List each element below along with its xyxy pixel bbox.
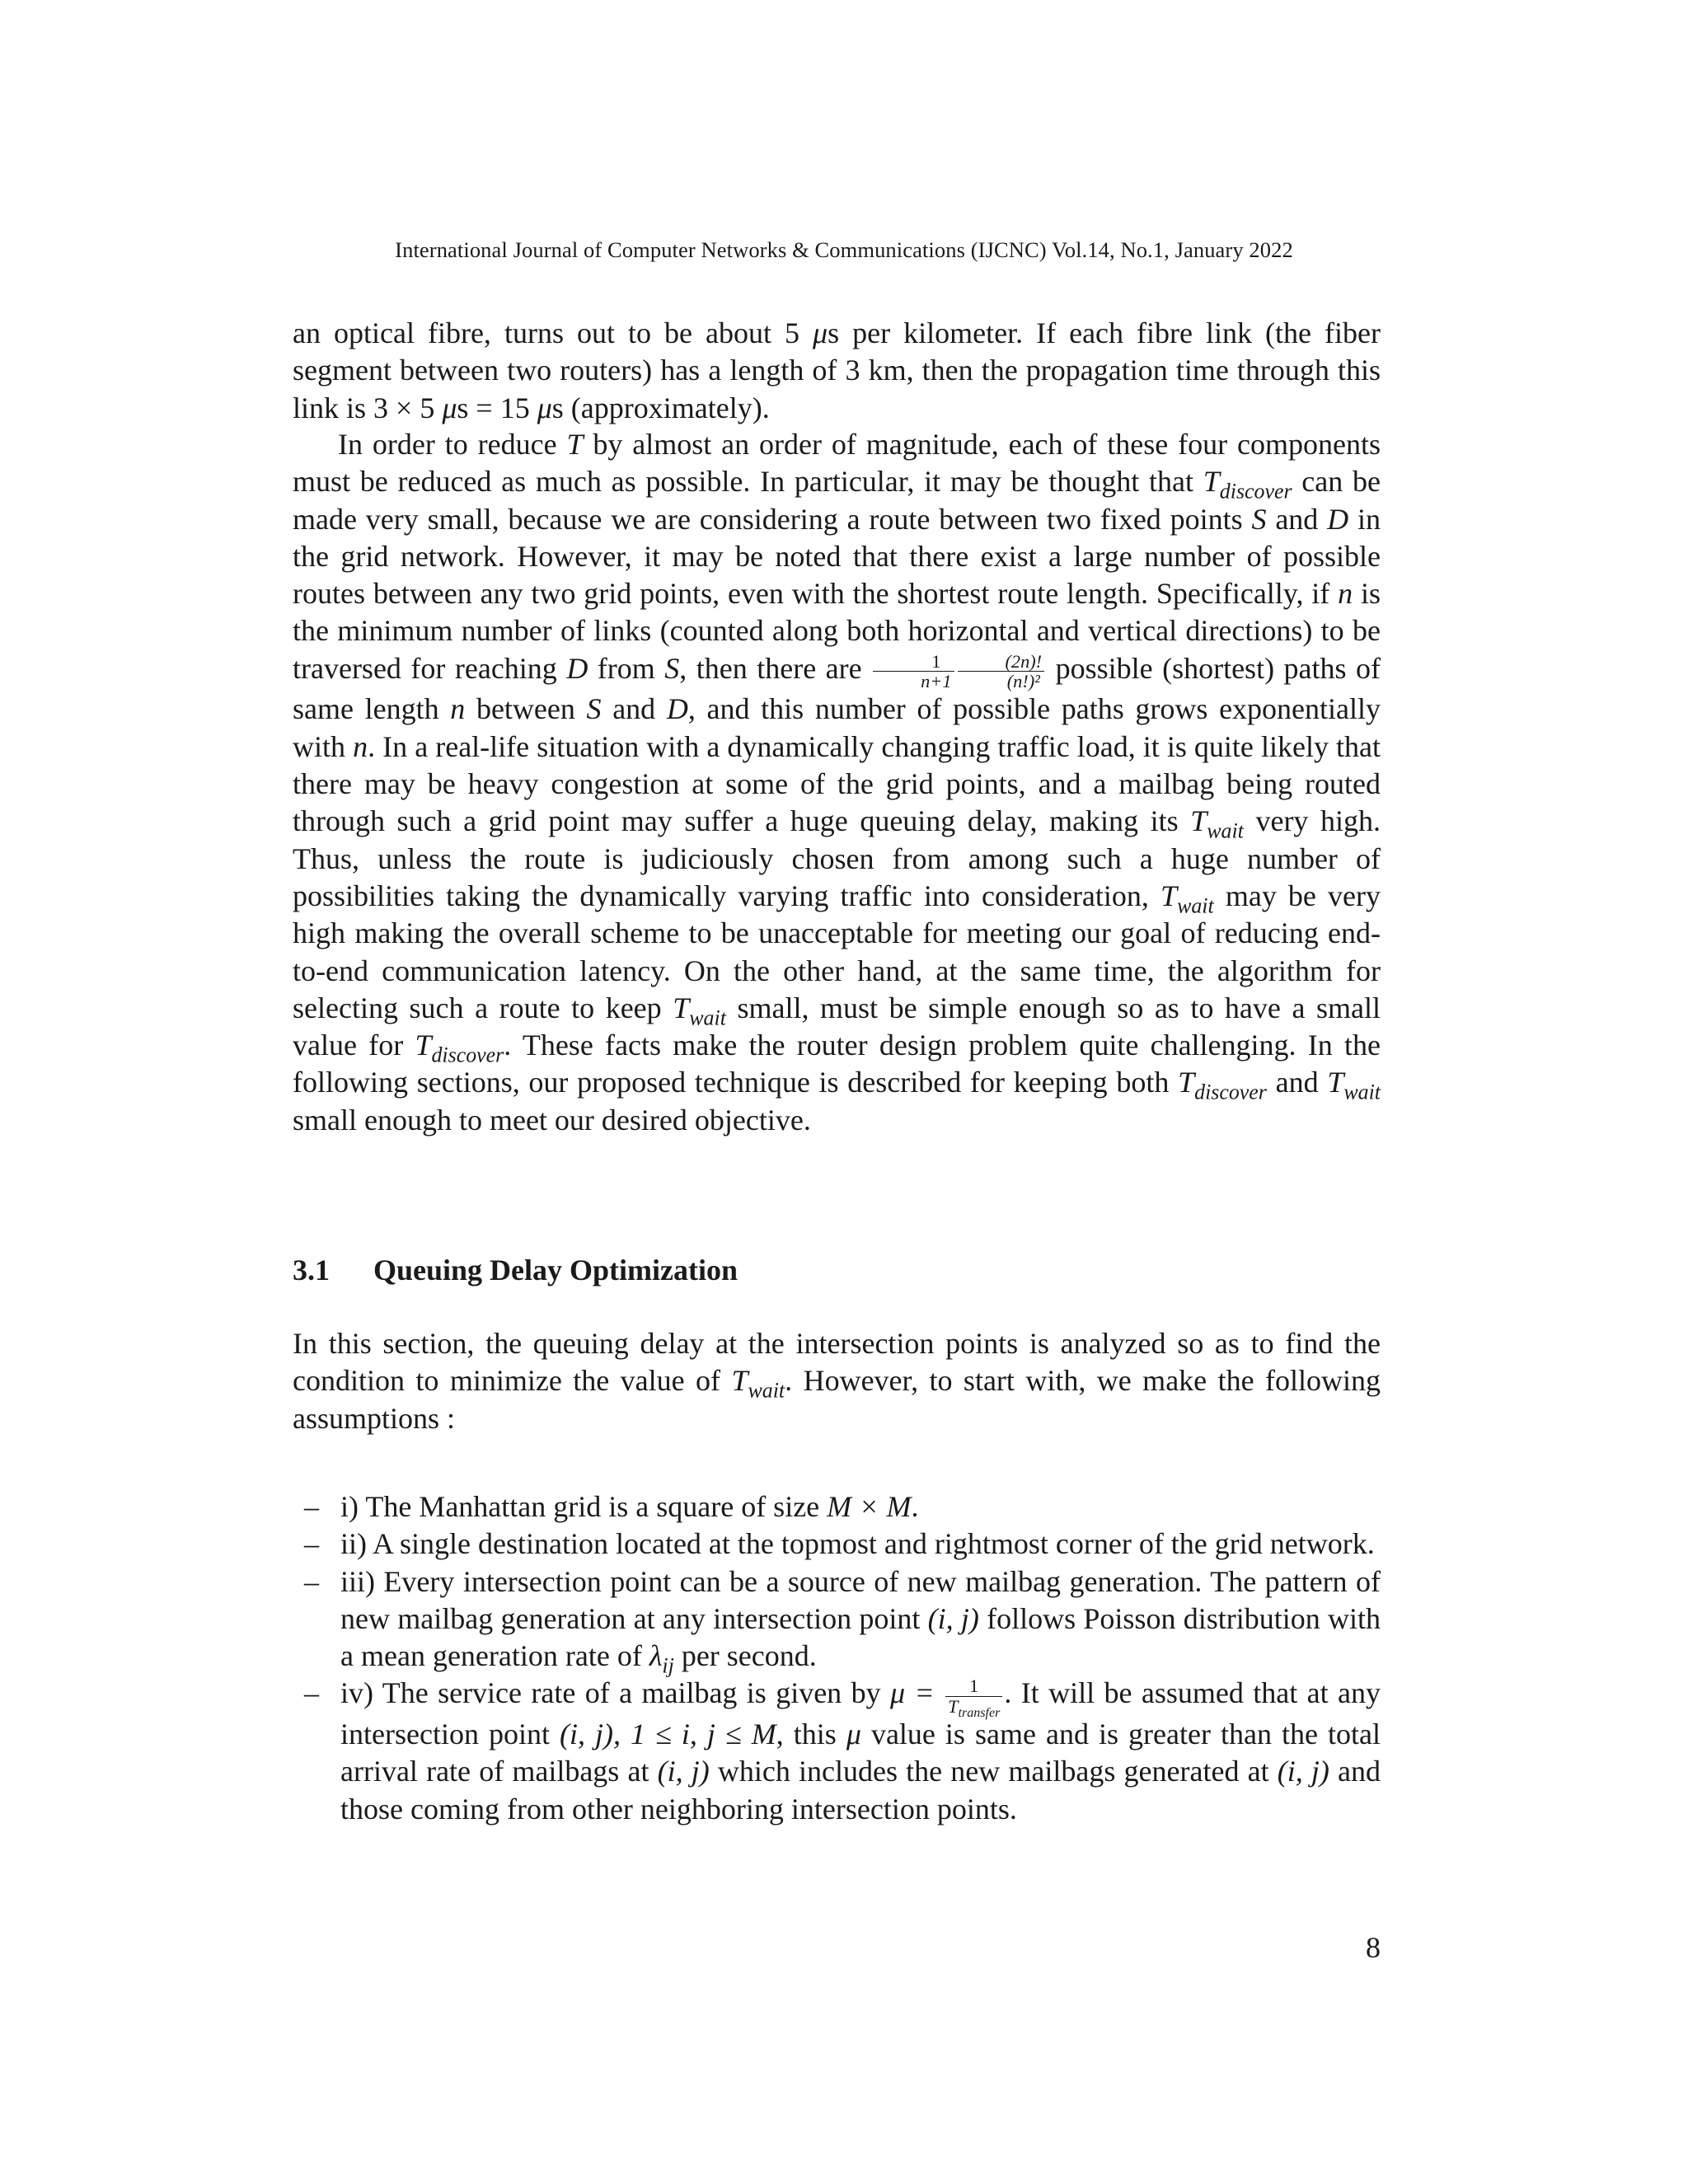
assumption-list: [293, 1488, 1381, 1828]
section-intro: [293, 1325, 1381, 1437]
list-item: – i) The Manhattan grid is a square of size M × M.: [304, 1490, 919, 1523]
running-header: International Journal of Computer Networks & Communications (IJCNC) Vol.14, No.1, January 2022: [395, 237, 1293, 262]
section-title: Queuing Delay Optimization: [373, 1254, 738, 1286]
list-item: – iv) The service rate of a mailbag is given by μ = $\frac{1}{T_{transfer}}$ . It will be assumed that at any intersection point (i, j), 1 ≤ i, j ≤ M, this μ value is same and is greater than the total arrival rate of mailbags at (i, j) which includes the new mailbags generated at (i, j) and those coming from other neighboring intersection points.: [304, 1675, 1381, 1825]
fraction-one-over-n-plus-one: $\frac{1}{n+1}$: [873, 652, 954, 691]
fraction-2n-factorial: $\frac{(2n)!}{\text{(n!)²}}$: [958, 652, 1045, 691]
paragraph-3: In this section, the queuing delay at the intersection points is analyzed so as to find the condition to minimize the value of $T_{wait}$. However, to start with, we make the following assumptions :: [293, 1327, 1381, 1435]
section-number: 3.1: [293, 1254, 330, 1286]
assumption-list-wrapper: [293, 1488, 1381, 1828]
page-number: 8: [1366, 1931, 1381, 1964]
paragraph-main: [293, 426, 1381, 1139]
paragraph-continuation: [293, 315, 1381, 427]
paragraph-1: an optical fibre, turns out to be about 5 μs per kilometer. If each fibre link (the fiber segment between two routers) has a length of 3 km, then the propagation time through this link is 3 × 5 μs = 15 μs (approximately).: [293, 316, 1381, 424]
paragraph-2: In order to reduce T by almost an order of magnitude, each of these four components must be reduced as much as possible. In particular, it may be thought that $T_{discover}$ can be made very small, because we are considering a route between two fixed points S and D in the grid network. However, it may be noted that there exist a large number of possible routes between any two grid points, even with the shortest route length. Specifically, if n is the minimum number of links (counted along both horizontal and vertical directions) to be traversed for reaching D from S, then there are $\frac{1}{n+1}$ $\frac{(2n)!}{\text{(n!)²}}$ possible (shortest) paths of same length n between S and D, and this number of possible paths grows exponentially with n. In a real-life situation with a dynamically changing traffic load, it is quite likely that there may be heavy congestion at some of the grid points, and a mailbag being routed through such a grid point may suffer a huge queuing delay, making its $T_{wait}$ very high. Thus, unless the route is judiciously chosen from among such a huge number of possibilities taking the dynamically varying traffic into consideration, $T_{wait}$ may be very high making the overall scheme to be unacceptable for meeting our goal of reducing end-to-end communication latency. On the other hand, at the same time, the algorithm for selecting such a route to keep $T_{wait}$ small, must be simple enough so as to have a small value for $T_{discover}$. These facts make the router design problem quite challenging. In the following sections, our proposed technique is described for keeping both $T_{discover}$ and $T_{wait}$ small enough to meet our desired objective.: [293, 428, 1381, 1137]
section-heading: [293, 1253, 738, 1287]
fraction-service-rate: $\frac{1}{T_{transfer}}$: [945, 1676, 1002, 1716]
list-item: – iii) Every intersection point can be a source of new mailbag generation. The pattern of new mailbag generation at any intersection point (i, j) follows Poisson distribution with a mean generation rate of $\lambda_{ij}$ per second.: [304, 1564, 1381, 1678]
list-item: – ii) A single destination located at the topmost and rightmost corner of the grid network.: [304, 1527, 1375, 1561]
